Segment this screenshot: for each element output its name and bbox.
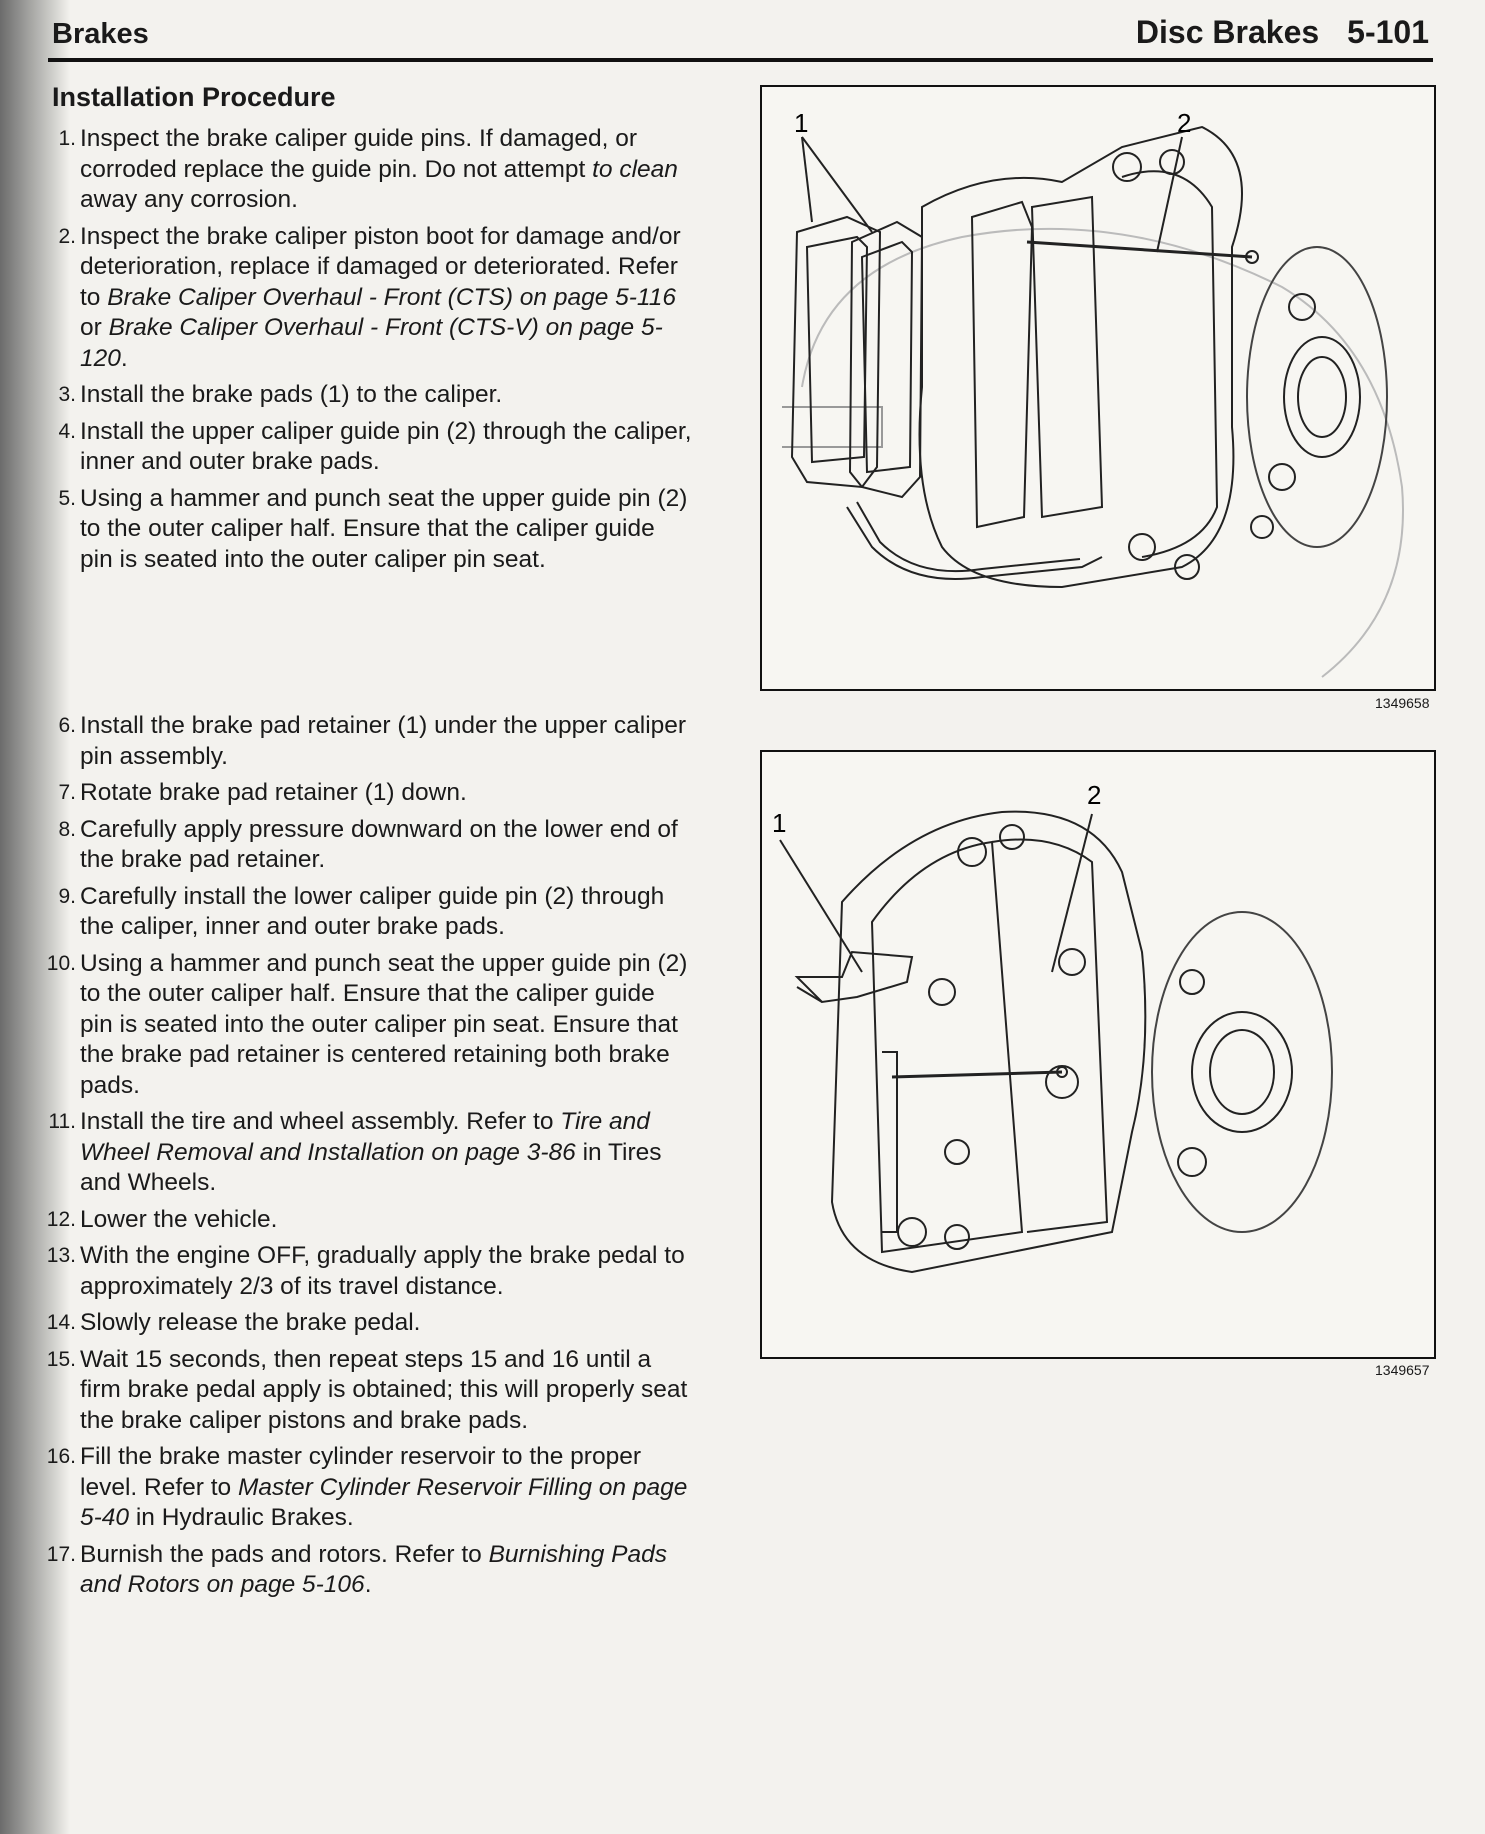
step-number: 10. — [46, 951, 76, 975]
step-number: 6. — [58, 714, 76, 737]
procedure-step — [42, 380, 692, 411]
procedure-step — [42, 1345, 692, 1437]
step-number: 9. — [58, 884, 76, 908]
step-number: 4. — [58, 419, 76, 443]
figure-1-callout-2: 2 — [1177, 108, 1192, 138]
procedure-step — [42, 1442, 692, 1534]
step-text: Install the brake pads (1) to the caliper. — [80, 381, 503, 408]
steps-group-b — [42, 711, 692, 1601]
step-text: Install the tire and wheel assembly. Refer to Tire and Wheel Removal and Installation on page 3-86 in Tires and Wheels. — [80, 1108, 662, 1196]
procedure-step — [42, 778, 692, 809]
header-section: Brakes — [52, 18, 149, 50]
header-rule — [48, 58, 1433, 62]
procedure-step — [42, 484, 692, 576]
figure-1-callout-1: 1 — [794, 108, 809, 138]
step-text: With the engine OFF, gradually apply the brake pedal to approximately 2/3 of its travel distance. — [80, 1242, 685, 1300]
procedure-title: Installation Procedure — [52, 82, 336, 112]
step-number: 13. — [46, 1244, 76, 1267]
step-number: 3. — [58, 383, 76, 406]
step-text: Lower the vehicle. — [80, 1205, 278, 1233]
step-number: 11. — [48, 1110, 76, 1133]
step-text: Install the brake pad retainer (1) under the upper caliper pin assembly. — [80, 712, 687, 770]
steps-spacer — [42, 581, 692, 711]
figure-brake-pads-install — [760, 85, 1436, 691]
figure-2-id: 1349657 — [1375, 1362, 1430, 1378]
procedure-step — [42, 815, 692, 876]
procedure-steps — [42, 124, 692, 1607]
step-number: 14. — [46, 1311, 76, 1334]
step-number: 5. — [58, 486, 76, 510]
step-text: Inspect the brake caliper guide pins. If damaged, or corroded replace the guide pin. Do not attempt to clean away any corrosion. — [80, 125, 678, 213]
figure-1-drawing — [762, 87, 1434, 689]
page-number: 5-101 — [1347, 14, 1429, 50]
figure-2-callout-2: 2 — [1087, 780, 1102, 810]
step-number: 8. — [58, 817, 76, 841]
step-text: Fill the brake master cylinder reservoir to the proper level. Refer to Master Cylinder Reservoir Filling on page 5-40 in Hydraulic Brakes. — [80, 1443, 688, 1531]
procedure-step — [42, 711, 692, 772]
procedure-step — [42, 222, 692, 375]
step-text: Inspect the brake caliper piston boot for damage and/or deterioration, replace if damaged or deteriorated. Refer to Brake Caliper Overhaul - Front (CTS) on page 5-116 or Brake Caliper Overhaul - Front (CTS-V) on page 5-120. — [80, 222, 681, 372]
procedure-step — [42, 1107, 692, 1199]
steps-group-a — [42, 124, 692, 575]
step-number: 1. — [58, 127, 76, 150]
step-number: 16. — [46, 1445, 76, 1468]
step-number: 15. — [46, 1347, 76, 1371]
figure-1-id: 1349658 — [1375, 695, 1430, 711]
procedure-step — [42, 1241, 692, 1302]
figure-2-drawing — [762, 752, 1434, 1357]
header-title: Disc Brakes — [1135, 14, 1320, 50]
step-text: Rotate brake pad retainer (1) down. — [80, 779, 467, 806]
step-text: Slowly release the brake pedal. — [80, 1309, 421, 1336]
step-text: Carefully install the lower caliper guide pin (2) through the caliper, inner and outer brake pads. — [80, 882, 665, 940]
step-number: 12. — [46, 1207, 76, 1231]
step-text: Burnish the pads and rotors. Refer to Burnishing Pads and Rotors on page 5-106. — [80, 1540, 667, 1598]
step-text: Wait 15 seconds, then repeat steps 15 and 16 until a firm brake pedal apply is obtained; this will properly seat the brake caliper pistons and brake pads. — [80, 1345, 688, 1434]
step-text: Using a hammer and punch seat the upper guide pin (2) to the outer caliper half. Ensure that the caliper guide pin is seated into the outer caliper pin seat. Ensure that the brake pad retainer is centered retaining both brake pads. — [80, 949, 688, 1099]
step-text: Carefully apply pressure downward on the lower end of the brake pad retainer. — [80, 815, 678, 873]
procedure-step — [42, 949, 692, 1102]
figure-2-callout-1: 1 — [772, 808, 787, 838]
step-text: Using a hammer and punch seat the upper guide pin (2) to the outer caliper half. Ensure that the caliper guide pin is seated into the outer caliper pin seat. — [80, 484, 688, 573]
figure-pad-retainer-install — [760, 750, 1436, 1359]
step-text: Install the upper caliper guide pin (2) through the caliper, inner and outer brake pads. — [80, 417, 692, 475]
step-number: 17. — [46, 1542, 76, 1566]
procedure-step — [42, 1308, 692, 1339]
step-number: 7. — [58, 781, 76, 804]
procedure-step — [42, 1540, 692, 1601]
procedure-step — [42, 417, 692, 478]
procedure-step — [42, 1205, 692, 1236]
procedure-step — [42, 124, 692, 216]
header-title-block — [1136, 14, 1429, 51]
procedure-step — [42, 882, 692, 943]
step-number: 2. — [58, 224, 76, 248]
